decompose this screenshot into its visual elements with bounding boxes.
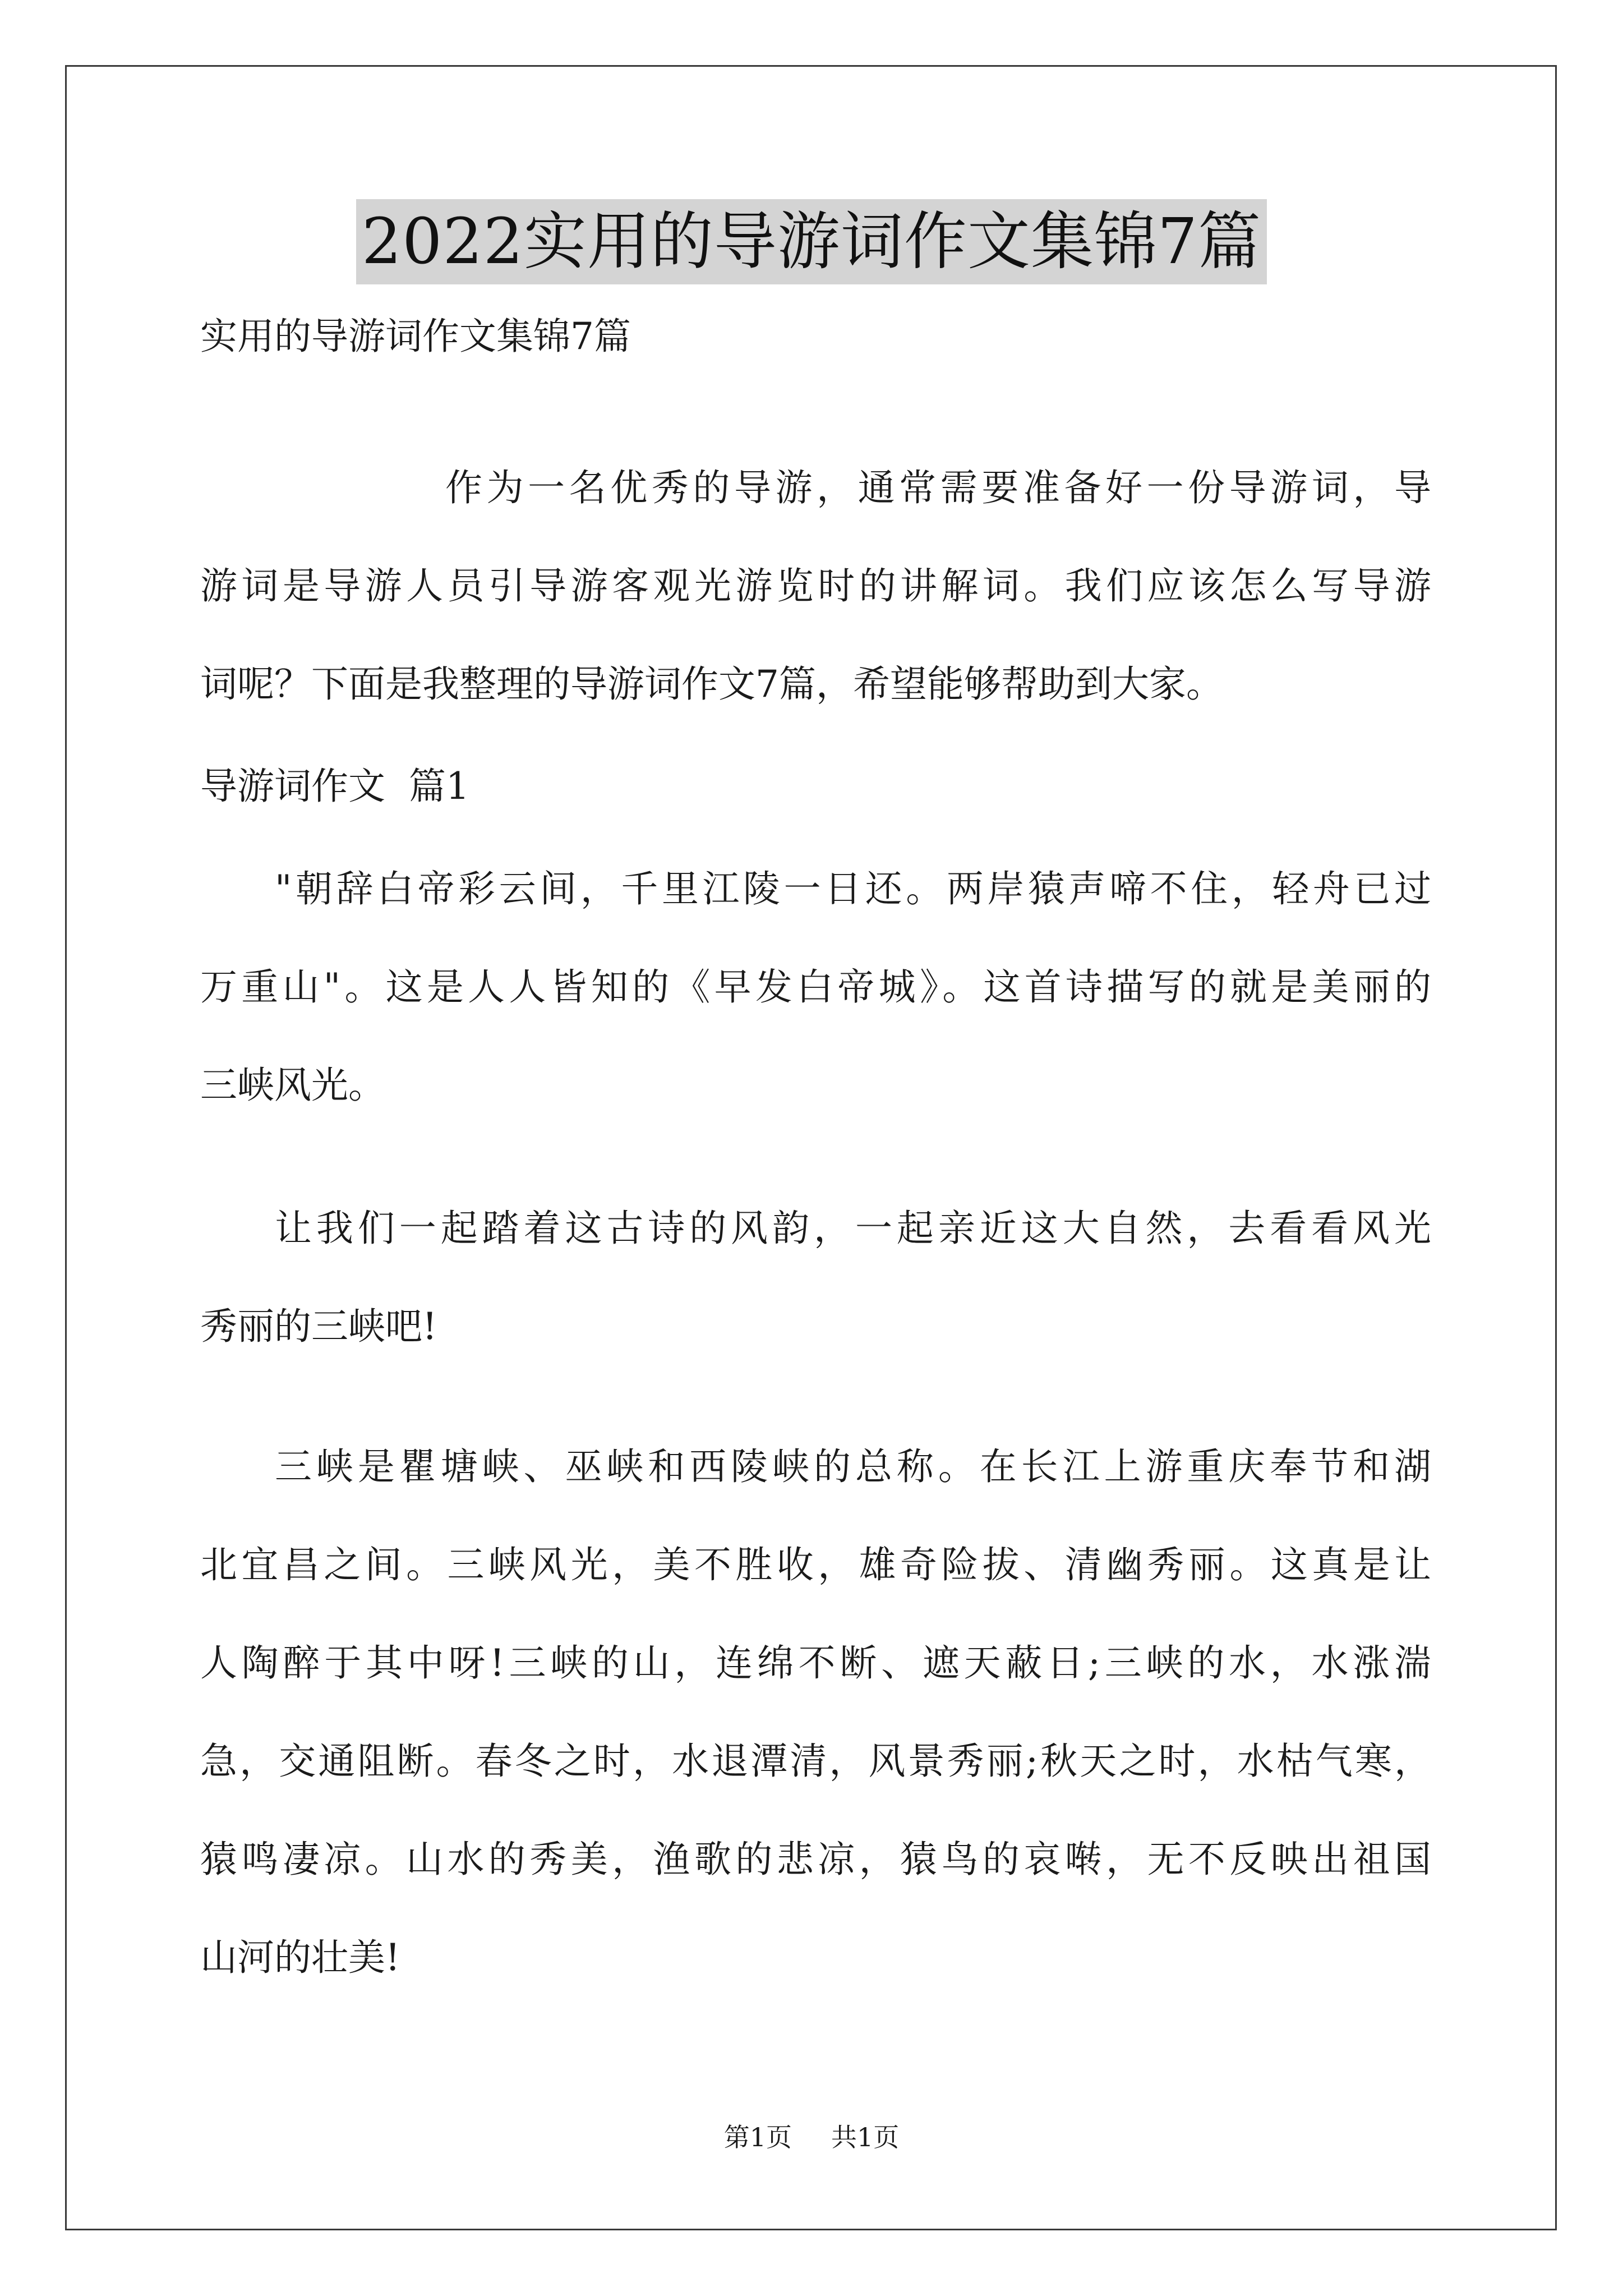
intro-line-2: 游词是导游人员引导游客观光游览时的讲解词。我们应该怎么写导游 [200,564,1431,608]
document-title: 2022实用的导游词作文集锦7篇 [356,199,1267,284]
para3-line-2: 北宜昌之间。三峡风光，美不胜收，雄奇险拔、清幽秀丽。这真是让 [200,1543,1431,1586]
para1-line-1: "朝辞白帝彩云间，千里江陵一日还。两岸猿声啼不住，轻舟已过 [275,867,1431,910]
page-number: 第1页 [723,2122,792,2152]
para3-line-5: 猿鸣凄凉。山水的秀美，渔歌的悲凉，猿鸟的哀啭，无不反映出祖国 [200,1838,1431,1881]
title-container [0,199,1623,284]
intro-line-3: 词呢？下面是我整理的导游词作文7篇，希望能够帮助到大家。 [200,662,1223,706]
total-pages: 共1页 [831,2122,900,2152]
para3-line-3: 人陶醉于其中呀!三峡的山，连绵不断、遮天蔽日;三峡的水，水涨湍 [200,1641,1431,1685]
para1-line-3: 三峡风光。 [200,1064,385,1107]
para3-line-4: 急，交通阻断。春冬之时，水退潭清，风景秀丽;秋天之时，水枯气寒， [200,1740,1431,1783]
para3-line-6: 山河的壮美! [200,1936,400,1979]
section-heading: 导游词作文 篇1 [200,765,469,808]
para2-line-2: 秀丽的三峡吧! [200,1305,437,1348]
para1-line-2: 万重山"。这是人人皆知的《早发白帝城》。这首诗描写的就是美丽的 [200,965,1431,1009]
page-footer [0,2120,1623,2154]
page-border [65,65,1557,2230]
para3-line-1: 三峡是瞿塘峡、巫峡和西陵峡的总称。在长江上游重庆奉节和湖 [275,1445,1431,1488]
intro-line-1: 作为一名优秀的导游，通常需要准备好一份导游词，导 [445,466,1431,509]
document-subtitle: 实用的导游词作文集锦7篇 [200,315,631,358]
para2-line-1: 让我们一起踏着这古诗的风韵，一起亲近这大自然，去看看风光 [275,1207,1431,1250]
